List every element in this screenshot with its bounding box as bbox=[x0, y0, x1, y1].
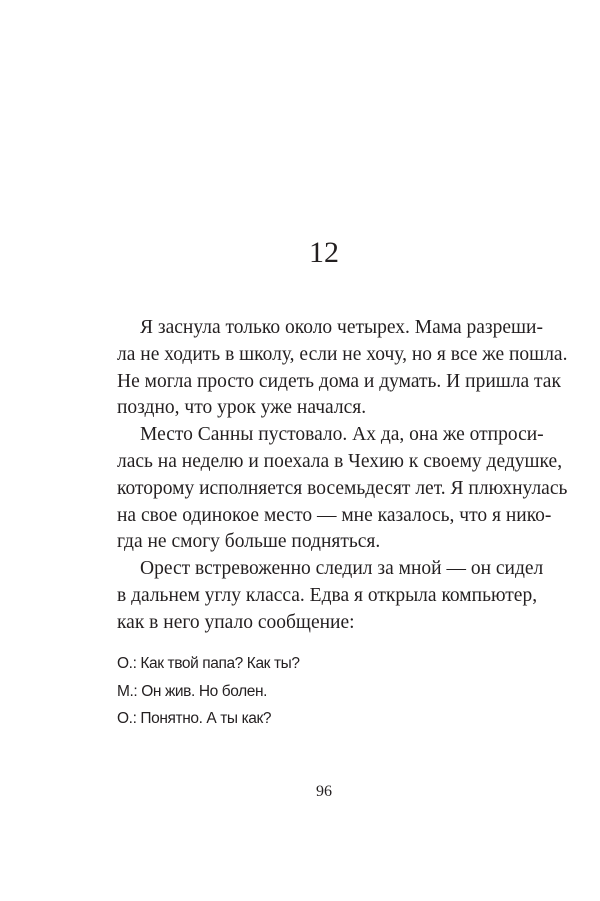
chat-message: О.: Понятно. А ты как? bbox=[117, 710, 272, 727]
body-text bbox=[117, 315, 568, 637]
text-line: лась на неделю и поехала в Чехию к своему дедушке, bbox=[117, 450, 563, 472]
page-number: 96 bbox=[316, 783, 332, 800]
text-line: Орест встревоженно следил за мной — он сидел bbox=[140, 558, 544, 580]
text-line: которому исполняется восемьдесят лет. Я плюхнулась bbox=[117, 477, 568, 499]
text-line: как в него упало сообщение: bbox=[117, 611, 355, 633]
text-line: на свое одинокое место — мне казалось, что я нико- bbox=[117, 504, 552, 526]
paragraph bbox=[117, 556, 544, 636]
paragraph bbox=[117, 315, 568, 422]
chat-message: М.: Он жив. Но болен. bbox=[117, 682, 268, 700]
chat-messages bbox=[117, 650, 300, 733]
text-line: Место Санны пустовало. Ах да, она же отпроси- bbox=[140, 424, 544, 446]
text-line: в дальнем углу класса. Едва я открыла компьютер, bbox=[117, 584, 538, 606]
paragraph bbox=[117, 422, 568, 556]
text-line: ла не ходить в школу, если не хочу, но я все же пошла. bbox=[117, 343, 568, 365]
chat-message: О.: Как твой папа? Как ты? bbox=[117, 655, 300, 672]
text-line: Я заснула только около четырех. Мама разреши- bbox=[140, 317, 543, 338]
text-line: поздно, что урок уже начался. bbox=[117, 397, 367, 419]
text-line: Не могла просто сидеть дома и думать. И пришла так bbox=[117, 370, 561, 392]
chapter-number: 12 bbox=[309, 236, 339, 269]
text-line: гда не смогу больше подняться. bbox=[117, 531, 381, 553]
